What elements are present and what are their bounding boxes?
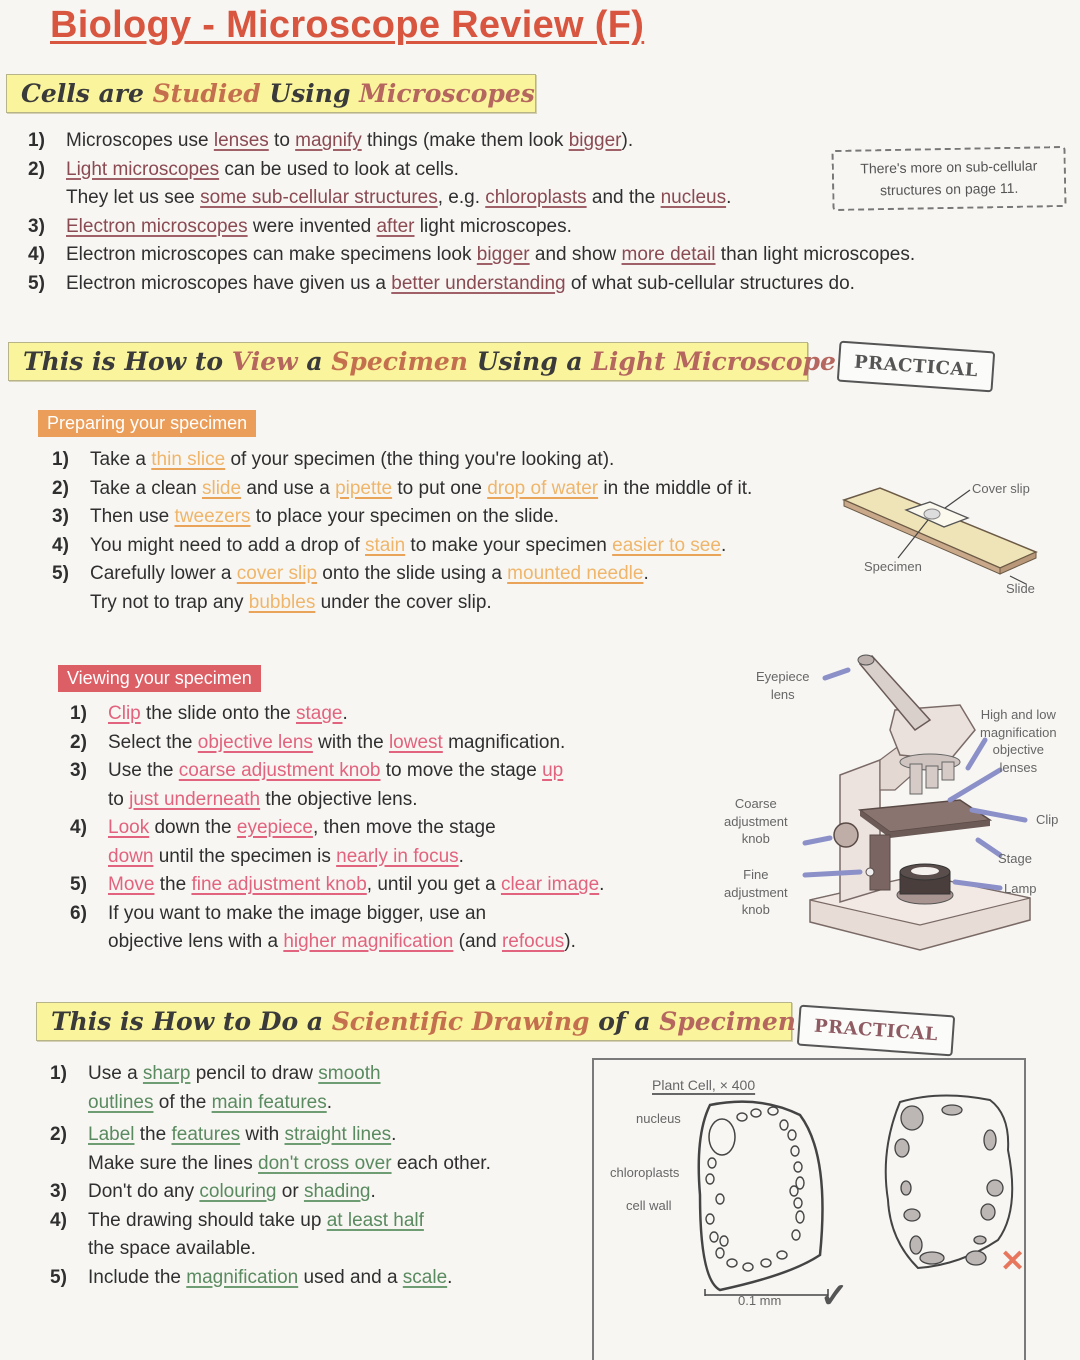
text: .: [599, 874, 605, 895]
keyword: magnify: [295, 130, 362, 151]
keyword: Move: [108, 874, 155, 895]
label-line: lenses: [999, 759, 1038, 775]
label-line: adjustment: [724, 813, 788, 829]
text: Try not to trap any: [90, 591, 249, 613]
keyword: stain: [365, 534, 406, 556]
text: onto the slide using a: [317, 563, 508, 584]
text: .: [447, 1266, 453, 1288]
text: until the specimen is: [153, 845, 337, 867]
text: Include the: [88, 1266, 187, 1288]
check-icon: ✓: [820, 1277, 849, 1315]
keyword: bubbles: [248, 591, 316, 613]
text: things (make them look: [361, 130, 569, 151]
keyword: after: [376, 215, 415, 237]
text: and show: [529, 244, 622, 265]
keyword: Label: [88, 1124, 135, 1145]
item-number: 2): [70, 731, 87, 753]
list-item: [50, 1178, 590, 1207]
text: Make sure the lines: [88, 1152, 259, 1174]
list-item: [28, 213, 1028, 242]
practical-badge: PRACTICAL: [837, 341, 996, 393]
keyword: shading: [303, 1181, 371, 1202]
text: were invented: [247, 215, 377, 237]
text: the slide onto the: [140, 703, 297, 724]
text: ).: [621, 130, 634, 151]
header-text: Cells are: [21, 79, 153, 108]
text: can be used to look at cells.: [219, 158, 459, 180]
text: Use the: [108, 760, 179, 781]
keyword: outlines: [88, 1091, 154, 1113]
text: to: [268, 130, 296, 151]
item-number: 4): [52, 534, 69, 556]
keyword: fine adjustment knob: [191, 874, 367, 895]
text: Microscopes use: [66, 130, 214, 151]
keyword: smooth: [318, 1063, 381, 1084]
cover-slip-label: Cover slip: [972, 481, 1030, 496]
keyword: easier to see: [612, 534, 721, 556]
cell-wall-label: cell wall: [626, 1198, 672, 1213]
item-number: 5): [50, 1266, 67, 1288]
list-item: [50, 1121, 590, 1178]
note-line: There's more on sub-cellular: [860, 157, 1038, 177]
viewing-specimen-label: Viewing your specimen: [58, 665, 261, 692]
list-item: [52, 446, 852, 475]
item-number: 3): [28, 215, 45, 237]
keyword: bigger: [568, 130, 622, 151]
keyword: cover slip: [236, 563, 318, 584]
drawing-title: Plant Cell, × 400: [652, 1077, 756, 1093]
keyword: pipette: [335, 477, 393, 499]
page-title: Biology - Microscope Review (F): [50, 4, 645, 46]
keyword: Light microscopes: [66, 158, 220, 180]
header-accent: Scientific Drawing: [331, 1007, 590, 1036]
header-accent: Specimen: [331, 347, 468, 376]
text: light microscopes.: [414, 215, 572, 237]
keyword: Electron microscopes: [66, 215, 248, 237]
chloroplasts-label: chloroplasts: [610, 1165, 680, 1180]
text: with the: [312, 731, 389, 753]
keyword: some sub-cellular structures: [200, 187, 438, 208]
clip-label: Clip: [1036, 812, 1059, 827]
keyword: at least half: [326, 1209, 424, 1231]
item-number: 5): [28, 272, 45, 294]
coarse-adjustment-knob-label: [724, 795, 788, 848]
keyword: lenses: [213, 130, 269, 151]
header-accent: View: [231, 347, 298, 376]
keyword: nearly in focus: [336, 845, 459, 867]
item-number: 1): [70, 703, 87, 724]
text: Electron microscopes can make specimens look: [66, 244, 477, 265]
text: .: [726, 187, 732, 208]
text: objective lens with a: [108, 931, 284, 952]
keyword: don't cross over: [258, 1152, 392, 1174]
text: to place your specimen on the slide.: [250, 506, 559, 527]
item-number: 1): [28, 130, 45, 151]
item-number: 2): [50, 1124, 67, 1145]
practical-badge: PRACTICAL: [797, 1005, 956, 1057]
text: Take a: [90, 449, 152, 470]
text: .: [370, 1181, 376, 1202]
list-item: [70, 700, 720, 729]
text: and use a: [241, 477, 336, 499]
keyword: colouring: [199, 1181, 277, 1202]
text: to put one: [392, 477, 488, 499]
list-item: [52, 560, 852, 617]
item-number: 5): [70, 874, 87, 895]
drawing-list: [50, 1060, 590, 1292]
header-text: of a: [589, 1007, 660, 1036]
item-number: 4): [70, 817, 87, 838]
text: Carefully lower a: [90, 563, 237, 584]
keyword: more detail: [621, 244, 716, 265]
cross-icon: ✕: [1000, 1245, 1026, 1278]
text: of what sub-cellular structures do.: [565, 272, 855, 294]
list-item: [52, 475, 852, 504]
text: If you want to make the image bigger, use an: [108, 902, 487, 924]
list-item: [70, 900, 720, 957]
microscope-illustration: [800, 650, 1040, 970]
item-number: 2): [52, 477, 69, 499]
section-header-scientific-drawing: [36, 1002, 796, 1041]
specimen-label: Specimen: [864, 559, 922, 574]
keyword: sharp: [142, 1063, 191, 1084]
keyword: Clip: [108, 703, 141, 724]
section-header-view-specimen: [8, 342, 836, 381]
keyword: nucleus: [660, 187, 727, 208]
section-header-cells-studied: [6, 74, 536, 113]
keyword: straight lines: [284, 1124, 392, 1145]
header-accent: Microscopes: [359, 79, 535, 108]
eyepiece-lens-label: [756, 668, 809, 703]
keyword: up: [542, 760, 564, 781]
text: of your specimen (the thing you're looking at).: [225, 449, 615, 470]
text: under the cover slip.: [315, 591, 492, 613]
objective-lenses-label: [980, 706, 1057, 776]
label-line: knob: [741, 831, 770, 847]
text: .: [391, 1124, 397, 1145]
item-number: 1): [50, 1063, 67, 1084]
text: the objective lens.: [260, 788, 418, 810]
text: down the: [149, 817, 237, 838]
keyword: features: [171, 1124, 241, 1145]
text: each other.: [391, 1152, 491, 1174]
preparing-specimen-label: Preparing your specimen: [38, 410, 256, 437]
header-accent: Light Microscope: [591, 347, 836, 376]
text: to: [108, 788, 130, 810]
text: to make your specimen: [405, 534, 613, 556]
list-item: [52, 532, 852, 561]
item-number: 4): [28, 244, 45, 265]
good-plant-cell-drawing: [680, 1095, 830, 1295]
text: to move the stage: [380, 760, 543, 781]
keyword: mounted needle: [507, 563, 644, 584]
text: used and a: [298, 1266, 403, 1288]
keyword: refocus: [501, 931, 565, 952]
scale-bar: [700, 1284, 840, 1314]
item-number: 6): [70, 902, 87, 924]
text: and the: [586, 187, 661, 208]
scale-bar-label: 0.1 mm: [738, 1293, 782, 1308]
keyword: just underneath: [129, 788, 261, 810]
header-text: a: [297, 347, 332, 376]
item-number: 1): [52, 449, 69, 470]
keyword: tweezers: [174, 506, 251, 527]
keyword: main features: [211, 1091, 327, 1113]
header-accent: Studied: [152, 79, 261, 108]
text: magnification.: [442, 731, 566, 753]
text: of the: [153, 1091, 212, 1113]
text: the: [134, 1124, 172, 1145]
label-line: adjustment: [724, 884, 788, 900]
keyword: chloroplasts: [485, 187, 587, 208]
keyword: drop of water: [487, 477, 599, 499]
lamp-label: Lamp: [1004, 881, 1037, 896]
keyword: slide: [201, 477, 242, 499]
text: You might need to add a drop of: [90, 534, 366, 556]
label-line: Fine: [743, 867, 769, 882]
item-number: 3): [50, 1181, 67, 1202]
label-line: magnification: [980, 724, 1057, 740]
text: ).: [564, 931, 576, 952]
text: pencil to draw: [190, 1063, 319, 1084]
keyword: eyepiece: [236, 817, 313, 838]
keyword: magnification: [186, 1266, 299, 1288]
header-text: Using a: [467, 347, 592, 376]
label-line: Coarse: [734, 796, 777, 811]
text: .: [326, 1091, 333, 1113]
text: than light microscopes.: [715, 244, 916, 265]
header-text: This is How to: [23, 347, 232, 376]
text: Use a: [88, 1063, 143, 1084]
text: .: [643, 563, 649, 584]
list-item: [28, 241, 1028, 270]
text: (and: [453, 931, 502, 952]
label-line: objective: [992, 742, 1044, 758]
item-number: 4): [50, 1209, 67, 1231]
viewing-list: [70, 700, 720, 957]
text: They let us see: [66, 187, 201, 208]
nucleus-label: nucleus: [636, 1111, 681, 1126]
label-line: High and low: [980, 707, 1056, 722]
keyword: scale: [402, 1266, 448, 1288]
text: , e.g.: [437, 187, 486, 208]
label-line: Eyepiece: [756, 669, 810, 684]
keyword: objective lens: [197, 731, 313, 753]
text: Electron microscopes have given us a: [66, 272, 392, 294]
text: Select the: [108, 731, 198, 753]
text: or: [276, 1181, 304, 1202]
keyword: stage: [296, 703, 343, 724]
list-item: [50, 1264, 590, 1293]
keyword: down: [108, 845, 154, 867]
list-item: [50, 1060, 590, 1117]
keyword: thin slice: [151, 449, 226, 470]
text: The drawing should take up: [88, 1209, 327, 1231]
header-accent: Specimen: [659, 1007, 796, 1036]
text: the: [154, 874, 192, 895]
keyword: clear image: [500, 874, 600, 895]
item-number: 3): [52, 506, 69, 527]
text: the space available.: [88, 1238, 256, 1259]
text: Then use: [90, 506, 175, 527]
stage-label: Stage: [998, 851, 1032, 866]
item-number: 2): [28, 158, 45, 180]
text: with: [240, 1124, 285, 1145]
keyword: lowest: [388, 731, 443, 753]
page-reference-note: [831, 146, 1066, 211]
text: , then move the stage: [312, 817, 496, 838]
keyword: coarse adjustment knob: [178, 760, 381, 781]
list-item: [70, 814, 720, 871]
text: in the middle of it.: [598, 477, 753, 499]
header-text: This is How to Do a: [51, 1007, 332, 1036]
text: , until you get a: [366, 874, 501, 895]
label-line: lens: [770, 686, 795, 702]
list-item: [70, 871, 720, 900]
note-line: structures on page 11.: [879, 180, 1019, 199]
text: .: [458, 845, 464, 867]
item-number: 3): [70, 760, 87, 781]
list-item: [50, 1207, 590, 1264]
label-line: knob: [741, 902, 770, 918]
list-item: [70, 757, 720, 814]
list-item: [28, 270, 1028, 299]
keyword: better understanding: [391, 272, 566, 294]
text: .: [720, 534, 727, 556]
header-text: Using: [260, 79, 360, 108]
keyword: higher magnification: [283, 931, 454, 952]
preparing-list: [52, 446, 852, 617]
list-item: [52, 503, 852, 532]
text: Take a clean: [90, 477, 202, 499]
fine-adjustment-knob-label: [724, 866, 788, 919]
item-number: 5): [52, 563, 69, 584]
keyword: Look: [108, 817, 150, 838]
list-item: [70, 729, 720, 758]
text: .: [342, 703, 348, 724]
keyword: bigger: [476, 244, 530, 265]
text: Don't do any: [88, 1181, 200, 1202]
slide-label: Slide: [1006, 581, 1035, 596]
